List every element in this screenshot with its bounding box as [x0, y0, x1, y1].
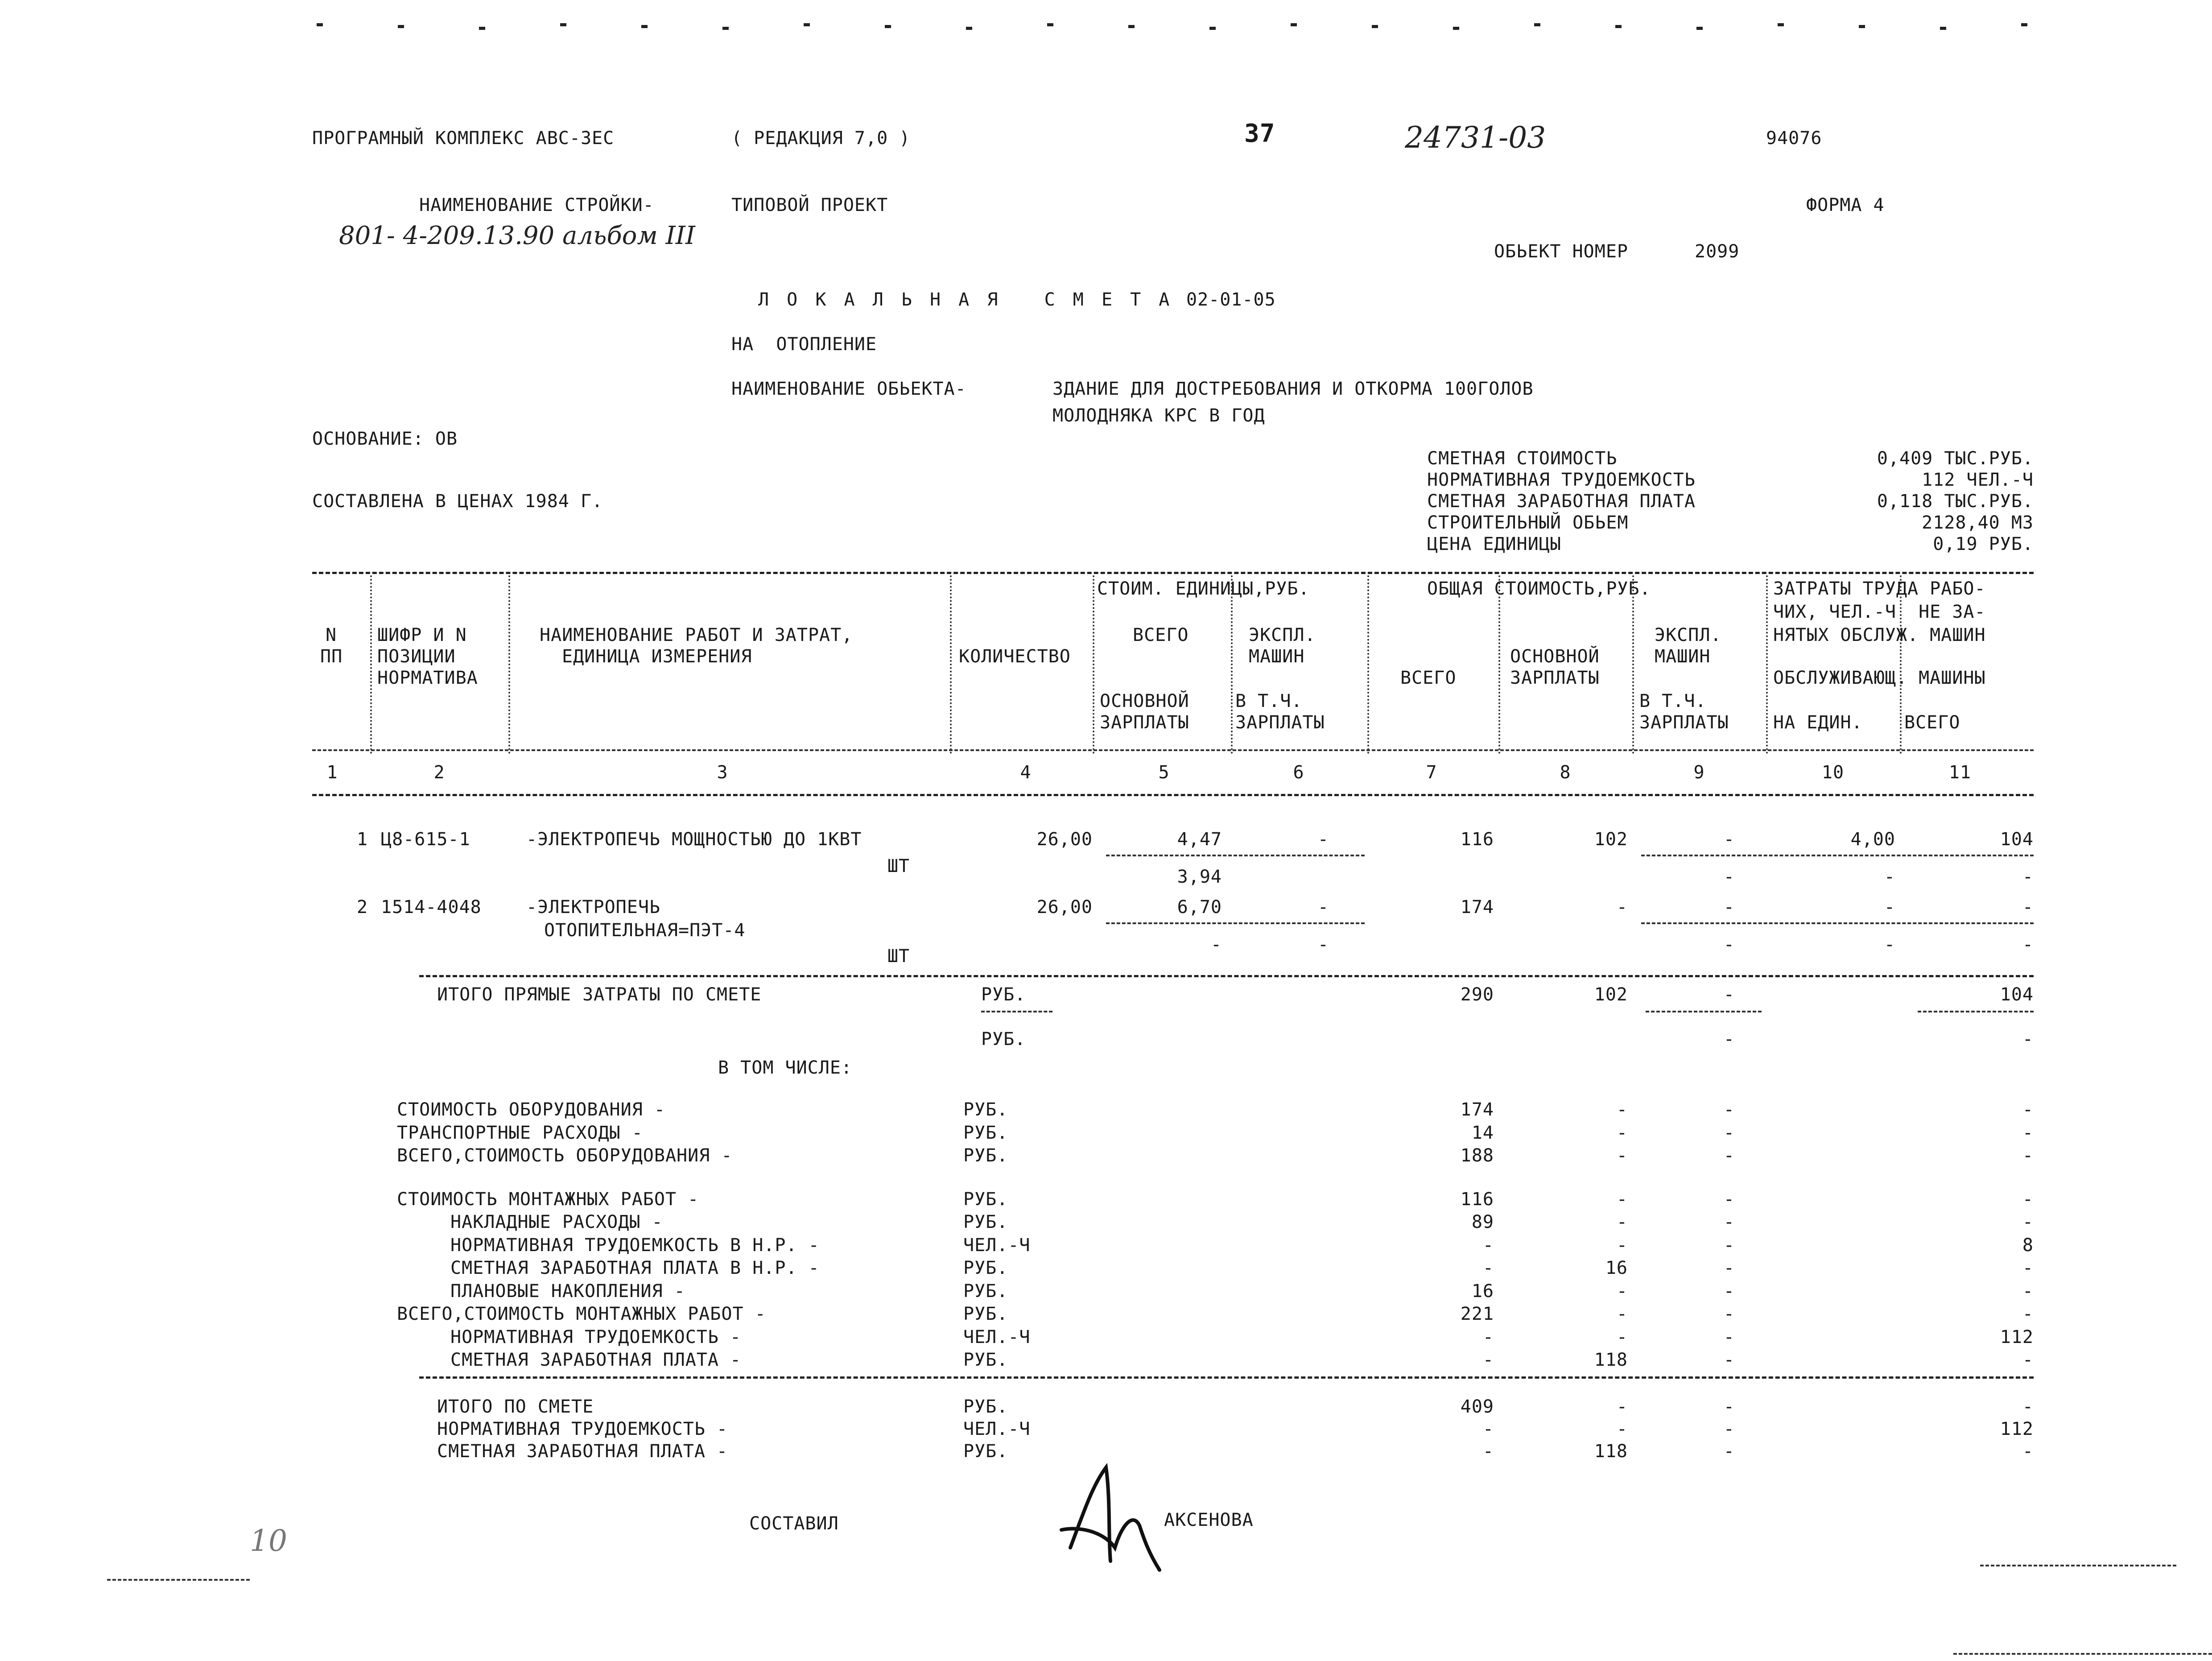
breakdown-label: ВСЕГО,СТОИМОСТЬ МОНТАЖНЫХ РАБОТ - — [397, 1304, 766, 1324]
scan-tick — [1372, 25, 1378, 28]
header-pp: ПП — [320, 646, 343, 667]
breakdown-labor: - — [2022, 1350, 2034, 1370]
header-unit-total: ВСЕГО — [1133, 625, 1189, 645]
breakdown-total: 188 — [1460, 1145, 1494, 1166]
column-separator — [370, 575, 372, 754]
direct-costs-total: 290 — [1460, 984, 1494, 1005]
breakdown-wage: 16 — [1605, 1258, 1628, 1278]
item-total: 116 — [1460, 829, 1494, 850]
summary-label: СМЕТНАЯ СТОИМОСТЬ — [1427, 448, 1618, 469]
totals-total: - — [1482, 1441, 1494, 1462]
scan-tick — [2021, 23, 2027, 26]
breakdown-label: НОРМАТИВНАЯ ТРУДОЕМКОСТЬ - — [450, 1326, 742, 1347]
breakdown-wage: - — [1616, 1122, 1628, 1143]
breakdown-total: 174 — [1460, 1099, 1494, 1120]
breakdown-total: - — [1482, 1326, 1494, 1347]
item-total: 174 — [1460, 897, 1494, 917]
direct-costs-sub-rule — [981, 1011, 1052, 1012]
column-number: 7 — [1426, 762, 1437, 783]
estimate-number: 02-01-05 — [1186, 289, 1276, 310]
item-n: 2 — [357, 897, 368, 917]
breakdown-wage: - — [1616, 1235, 1628, 1256]
breakdown-labor: - — [2022, 1122, 2034, 1143]
summary-value: 0,19 РУБ. — [1933, 534, 2034, 554]
item-total-wage: 102 — [1594, 829, 1628, 850]
breakdown-labor: - — [2022, 1258, 2034, 1278]
header-unit-exp: ЭКСПЛ. — [1249, 625, 1316, 645]
column-separator — [1766, 575, 1768, 754]
page-number: 37 — [1244, 119, 1275, 148]
scan-tick — [804, 23, 810, 26]
scan-tick — [1615, 25, 1622, 28]
breakdown-total: 89 — [1471, 1212, 1494, 1232]
breakdown-labor: - — [2022, 1212, 2034, 1232]
totals-wage: 118 — [1594, 1441, 1628, 1462]
column-number: 10 — [1821, 762, 1845, 783]
scan-tick — [966, 27, 972, 30]
header-unit-exp: МАШИН — [1249, 646, 1305, 667]
breakdown-exp: - — [1723, 1122, 1735, 1143]
breakdown-label: НАКЛАДНЫЕ РАСХОДЫ - — [450, 1212, 663, 1232]
item-unit-incl: - — [1317, 934, 1329, 955]
item-sub-rule — [1641, 922, 2034, 924]
item-unit: ШТ — [887, 856, 910, 876]
breakdown-wage: - — [1616, 1189, 1628, 1210]
header-code: НОРМАТИВА — [377, 668, 478, 688]
column-number: 11 — [1948, 762, 1972, 783]
direct-costs-label: ИТОГО ПРЯМЫЕ ЗАТРАТЫ ПО СМЕТЕ — [437, 984, 762, 1005]
column-number: 8 — [1560, 762, 1571, 783]
direct-costs-exp2: - — [1723, 1029, 1735, 1049]
scan-tick — [1778, 23, 1784, 26]
code: 94076 — [1766, 128, 1822, 149]
header-total-incl: ЗАРПЛАТЫ — [1639, 712, 1729, 733]
breakdown-labor: 112 — [2000, 1326, 2034, 1347]
column-number: 1 — [326, 762, 338, 783]
scan-tick — [1453, 27, 1459, 30]
construction-label: НАИМЕНОВАНИЕ СТРОЙКИ- — [419, 195, 654, 215]
item-name: ОТОПИТЕЛЬНАЯ=ПЭТ-4 — [544, 920, 746, 941]
totals-exp: - — [1723, 1397, 1735, 1417]
compiled-label: СОСТАВИЛ — [749, 1513, 839, 1534]
breakdown-unit: РУБ. — [963, 1122, 1008, 1143]
breakdown-exp: - — [1723, 1212, 1735, 1232]
item-total-exp: - — [1723, 897, 1735, 917]
header-unit-incl: В Т.Ч. — [1235, 691, 1303, 711]
header-total-wage: ОСНОВНОЙ — [1510, 646, 1600, 667]
scan-tick — [317, 23, 323, 26]
breakdown-wage: - — [1616, 1304, 1628, 1324]
direct-costs-wage: 102 — [1594, 984, 1628, 1005]
direct-costs-rule — [419, 975, 2034, 977]
summary-label: СТРОИТЕЛЬНЫЙ ОБЬЕМ — [1427, 512, 1629, 533]
breakdown-labor: - — [2022, 1304, 2034, 1324]
item-unit-total: 4,47 — [1177, 829, 1222, 850]
item-qty: 26,00 — [1036, 897, 1093, 917]
item-labor-unit2: - — [1884, 867, 1895, 887]
breakdown-total: - — [1482, 1235, 1494, 1256]
item-labor-unit: 4,00 — [1850, 829, 1895, 850]
item-labor-unit2: - — [1884, 934, 1895, 955]
breakdown-unit: РУБ. — [963, 1145, 1008, 1166]
form-label: ФОРМА 4 — [1806, 195, 1885, 215]
column-separator — [1367, 575, 1369, 754]
column-separator — [1498, 575, 1500, 754]
item-unit: ШТ — [887, 946, 910, 967]
breakdown-exp: - — [1723, 1281, 1735, 1302]
breakdown-label: СТОИМОСТЬ МОНТАЖНЫХ РАБОТ - — [397, 1189, 699, 1210]
breakdown-unit: РУБ. — [963, 1099, 1008, 1120]
scan-tick — [479, 27, 485, 30]
totals-labor: 112 — [2000, 1419, 2034, 1439]
header-code: ШИФР И N — [377, 625, 467, 645]
header-unit: ЕДИНИЦА ИЗМЕРЕНИЯ — [562, 646, 752, 667]
totals-label: СМЕТНАЯ ЗАРАБОТНАЯ ПЛАТА - — [437, 1441, 728, 1462]
item-unit-total: 6,70 — [1177, 897, 1222, 917]
header-name: НАИМЕНОВАНИЕ РАБОТ И ЗАТРАТ, — [540, 625, 853, 645]
header-unit-cost: СТОИМ. ЕДИНИЦЫ,РУБ. — [1097, 578, 1310, 599]
header-code: ПОЗИЦИИ — [377, 646, 456, 667]
estimate-title: Л О К А Л Ь Н А Я С М Е Т А — [758, 289, 1173, 310]
object-name-line2: МОЛОДНЯКА КРС В ГОД — [1052, 405, 1265, 426]
scan-tick — [1291, 23, 1297, 26]
header-bottom-rule — [312, 749, 2034, 751]
breakdown-total: 116 — [1460, 1189, 1494, 1210]
summary-value: 112 ЧЕЛ.-Ч — [1922, 470, 2034, 490]
header-total-cost: ОБЩАЯ СТОИМОСТЬ,РУБ. — [1427, 578, 1651, 599]
scan-tick — [1128, 25, 1135, 28]
direct-costs-sub-rule — [1646, 1011, 1762, 1012]
header-total-exp: ЭКСПЛ. — [1655, 625, 1722, 645]
breakdown-unit: РУБ. — [963, 1189, 1008, 1210]
header-labor: ЧИХ, ЧЕЛ.-Ч НЕ ЗА- — [1773, 602, 1986, 622]
breakdown-wage: - — [1616, 1212, 1628, 1232]
column-number: 9 — [1693, 762, 1705, 783]
footer-margin-rule — [107, 1579, 250, 1581]
item-name: -ЭЛЕКТРОПЕЧЬ — [526, 897, 660, 917]
totals-total: - — [1482, 1419, 1494, 1439]
direct-costs-exp: - — [1723, 984, 1735, 1005]
breakdown-labor: - — [2022, 1281, 2034, 1302]
totals-unit: РУБ. — [963, 1441, 1008, 1462]
column-number: 2 — [433, 762, 445, 783]
subject: НА ОТОПЛЕНИЕ — [731, 334, 877, 355]
header-total-wage: ЗАРПЛАТЫ — [1510, 668, 1600, 688]
scan-tick — [641, 25, 648, 28]
including-label: В ТОМ ЧИСЛЕ: — [718, 1058, 852, 1078]
header-unit-wage: ЗАРПЛАТЫ — [1100, 712, 1189, 733]
header-labor: ЗАТРАТЫ ТРУДА РАБО- — [1773, 578, 1986, 599]
summary-label: НОРМАТИВНАЯ ТРУДОЕМКОСТЬ — [1427, 470, 1696, 490]
item-unit-exp: - — [1317, 897, 1329, 917]
item-total-incl: - — [1723, 867, 1735, 887]
basis: ОСНОВАНИЕ: ОВ — [312, 429, 458, 449]
item-labor-total: - — [2022, 897, 2034, 917]
doc-number-handwritten: 24731-03 — [1405, 120, 1546, 155]
breakdown-unit: РУБ. — [963, 1212, 1008, 1232]
column-number: 4 — [1020, 762, 1032, 783]
header-total-exp: МАШИН — [1655, 646, 1711, 667]
totals-rule — [419, 1376, 2034, 1379]
header-labor-total: ВСЕГО — [1904, 712, 1960, 733]
column-separator — [508, 575, 510, 754]
item-total-exp: - — [1723, 829, 1735, 850]
item-total-incl: - — [1723, 934, 1735, 955]
totals-unit: РУБ. — [963, 1397, 1008, 1417]
construction-value: ТИПОВОЙ ПРОЕКТ — [731, 195, 888, 215]
breakdown-unit: РУБ. — [963, 1258, 1008, 1278]
object-number-label: ОБЬЕКТ НОМЕР — [1494, 241, 1628, 262]
breakdown-total: 221 — [1460, 1304, 1494, 1324]
scan-tick — [722, 27, 729, 30]
signature-icon — [1044, 1459, 1177, 1574]
totals-exp: - — [1723, 1419, 1735, 1439]
breakdown-labor: - — [2022, 1189, 2034, 1210]
header-labor-sub: ОБСЛУЖИВАЮЩ. МАШИНЫ — [1773, 668, 1986, 688]
breakdown-unit: РУБ. — [963, 1304, 1008, 1324]
scan-tick — [1534, 23, 1540, 26]
header-qty: КОЛИЧЕСТВО — [959, 646, 1071, 667]
breakdown-unit: ЧЕЛ.-Ч — [963, 1326, 1031, 1347]
totals-label: НОРМАТИВНАЯ ТРУДОЕМКОСТЬ - — [437, 1419, 728, 1439]
item-qty: 26,00 — [1036, 829, 1093, 850]
totals-wage: - — [1616, 1397, 1628, 1417]
column-separator — [1093, 575, 1094, 754]
breakdown-total: - — [1482, 1350, 1494, 1370]
breakdown-exp: - — [1723, 1235, 1735, 1256]
totals-labor: - — [2022, 1441, 2034, 1462]
column-separator — [1900, 575, 1902, 754]
totals-exp: - — [1723, 1441, 1735, 1462]
margin-mark: 10 — [250, 1524, 287, 1558]
table-top-rule — [312, 572, 2034, 574]
totals-wage: - — [1616, 1419, 1628, 1439]
breakdown-wage: - — [1616, 1326, 1628, 1347]
scan-tick — [398, 25, 404, 28]
summary-value: 0,118 ТЫС.РУБ. — [1877, 491, 2034, 512]
header-unit-incl: ЗАРПЛАТЫ — [1235, 712, 1325, 733]
breakdown-label: ВСЕГО,СТОИМОСТЬ ОБОРУДОВАНИЯ - — [397, 1145, 733, 1166]
breakdown-label: ПЛАНОВЫЕ НАКОПЛЕНИЯ - — [450, 1281, 685, 1302]
totals-labor: - — [2022, 1397, 2034, 1417]
breakdown-exp: - — [1723, 1258, 1735, 1278]
object-name-line1: ЗДАНИЕ ДЛЯ ДОСТРЕБОВАНИЯ И ОТКОРМА 100ГОЛОВ — [1052, 379, 1534, 399]
item-sub-rule — [1641, 855, 2034, 856]
breakdown-wage: - — [1616, 1281, 1628, 1302]
breakdown-exp: - — [1723, 1145, 1735, 1166]
item-labor-unit: - — [1884, 897, 1895, 917]
totals-label: ИТОГО ПО СМЕТЕ — [437, 1397, 594, 1417]
summary-label: СМЕТНАЯ ЗАРАБОТНАЯ ПЛАТА — [1427, 491, 1696, 512]
breakdown-exp: - — [1723, 1350, 1735, 1370]
breakdown-exp: - — [1723, 1099, 1735, 1120]
direct-costs-labor: 104 — [2000, 984, 2034, 1005]
breakdown-total: 16 — [1471, 1281, 1494, 1302]
breakdown-label: НОРМАТИВНАЯ ТРУДОЕМКОСТЬ В Н.Р. - — [450, 1235, 820, 1256]
header-labor: НЯТЫХ ОБСЛУЖ. МАШИН — [1773, 625, 1986, 645]
summary-label: ЦЕНА ЕДИНИЦЫ — [1427, 534, 1561, 554]
breakdown-total: - — [1482, 1258, 1494, 1278]
item-labor-total2: - — [2022, 867, 2034, 887]
breakdown-exp: - — [1723, 1304, 1735, 1324]
item-name: -ЭЛЕКТРОПЕЧЬ МОЩНОСТЬЮ ДО 1КВТ — [526, 829, 862, 850]
item-sub-rule — [1106, 922, 1365, 924]
breakdown-wage: - — [1616, 1099, 1628, 1120]
footer-margin-rule — [1953, 1653, 2212, 1655]
summary-value: 0,409 ТЫС.РУБ. — [1877, 448, 2034, 469]
item-n: 1 — [357, 829, 368, 850]
column-separator — [1231, 575, 1233, 754]
header-total-incl: В Т.Ч. — [1639, 691, 1707, 711]
object-number: 2099 — [1695, 241, 1740, 262]
summary-value: 2128,40 М3 — [1922, 512, 2034, 533]
compiler-name: АКСЕНОВА — [1164, 1510, 1254, 1530]
program-name: ПРОГРАМНЫЙ КОМПЛЕКС АВС-ЗЕС — [312, 128, 615, 149]
scan-tick — [560, 23, 566, 26]
breakdown-unit: РУБ. — [963, 1350, 1008, 1370]
object-name-label: НАИМЕНОВАНИЕ ОБЬЕКТА- — [731, 379, 966, 399]
direct-costs-unit: РУБ. — [981, 984, 1026, 1005]
scan-tick — [1940, 27, 1946, 30]
direct-costs-sub-rule — [1918, 1011, 2034, 1012]
column-separator — [950, 575, 952, 754]
scan-tick — [885, 25, 891, 28]
breakdown-exp: - — [1723, 1326, 1735, 1347]
item-code: Ц8-615-1 — [381, 829, 470, 850]
item-code: 1514-4048 — [381, 897, 482, 917]
header-n: N — [326, 625, 337, 645]
footer-margin-rule — [1980, 1565, 2176, 1566]
item-unit-wage: - — [1210, 934, 1222, 955]
breakdown-label: СТОИМОСТЬ ОБОРУДОВАНИЯ - — [397, 1099, 665, 1120]
item-labor-total: 104 — [2000, 829, 2034, 850]
breakdown-unit: РУБ. — [963, 1281, 1008, 1302]
scan-tick — [1047, 23, 1053, 26]
breakdown-labor: - — [2022, 1099, 2034, 1120]
header-unit-wage: ОСНОВНОЙ — [1100, 691, 1189, 711]
item-unit-wage: 3,94 — [1177, 867, 1222, 887]
breakdown-label: СМЕТНАЯ ЗАРАБОТНАЯ ПЛАТА В Н.Р. - — [450, 1258, 820, 1278]
scan-tick — [1859, 25, 1865, 28]
item-unit-exp: - — [1317, 829, 1329, 850]
breakdown-exp: - — [1723, 1189, 1735, 1210]
breakdown-labor: - — [2022, 1145, 2034, 1166]
breakdown-labor: 8 — [2022, 1235, 2034, 1256]
breakdown-label: ТРАНСПОРТНЫЕ РАСХОДЫ - — [397, 1122, 643, 1143]
column-number: 6 — [1293, 762, 1304, 783]
breakdown-wage: - — [1616, 1145, 1628, 1166]
price-base: СОСТАВЛЕНА В ЦЕНАХ 1984 Г. — [312, 491, 603, 512]
column-separator — [1632, 575, 1634, 754]
totals-unit: ЧЕЛ.-Ч — [963, 1419, 1031, 1439]
item-labor-total2: - — [2022, 934, 2034, 955]
direct-costs-labor2: - — [2022, 1029, 2034, 1049]
breakdown-total: 14 — [1471, 1122, 1494, 1143]
scan-tick — [1209, 27, 1216, 30]
numbers-bottom-rule — [312, 794, 2034, 796]
direct-costs-unit2: РУБ. — [981, 1029, 1026, 1049]
totals-total: 409 — [1460, 1397, 1494, 1417]
breakdown-label: СМЕТНАЯ ЗАРАБОТНАЯ ПЛАТА - — [450, 1350, 742, 1370]
project-handwritten: 801- 4-209.13.90 альбом III — [339, 221, 695, 250]
header-total-all: ВСЕГО — [1400, 668, 1457, 688]
column-number: 5 — [1158, 762, 1170, 783]
item-sub-rule — [1106, 855, 1365, 856]
scan-tick — [1696, 27, 1703, 30]
column-number: 3 — [717, 762, 728, 783]
item-total-wage: - — [1616, 897, 1628, 917]
breakdown-unit: ЧЕЛ.-Ч — [963, 1235, 1031, 1256]
header-labor-unit: НА ЕДИН. — [1773, 712, 1863, 733]
program-edition: ( РЕДАКЦИЯ 7,0 ) — [731, 128, 911, 149]
breakdown-wage: 118 — [1594, 1350, 1628, 1370]
